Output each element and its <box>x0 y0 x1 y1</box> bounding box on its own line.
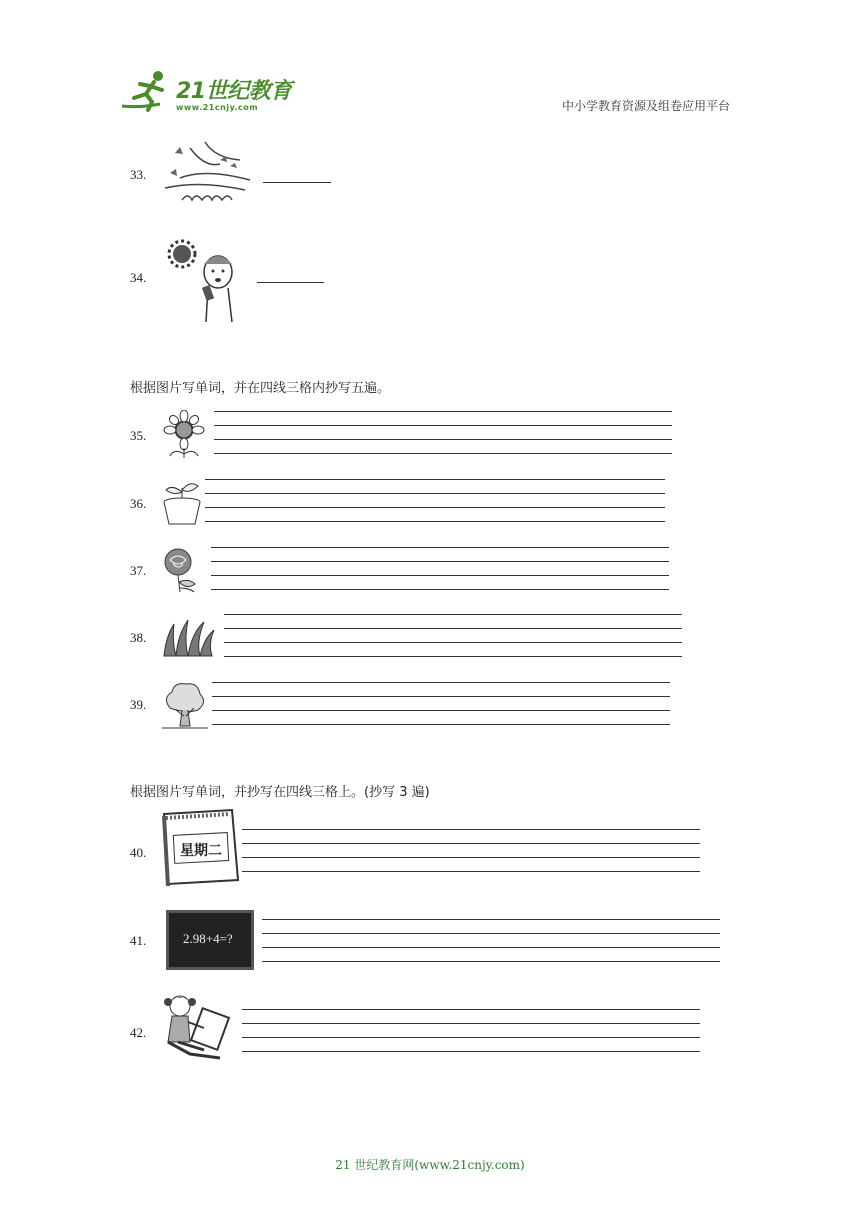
wind-leaves-icon <box>160 138 255 210</box>
page-footer: 21 世纪教育网(www.21cnjy.com) <box>335 1158 525 1172</box>
question-number: 39. <box>130 697 147 712</box>
four-line-grid[interactable] <box>262 919 720 975</box>
four-line-grid[interactable] <box>214 411 672 467</box>
platform-name: 中小学教育资源及组卷应用平台 <box>561 99 730 113</box>
calendar-icon <box>160 806 240 888</box>
section-instruction: 根据图片写单词，并在四线三格内抄写五遍。 <box>130 381 391 396</box>
rose-icon <box>160 546 206 594</box>
four-line-grid[interactable] <box>224 614 682 670</box>
question-number: 34. <box>130 270 147 285</box>
question-number: 33. <box>130 167 147 182</box>
question-number: 37. <box>130 563 147 578</box>
runner-logo-icon <box>120 68 180 116</box>
question-number: 36. <box>130 496 147 511</box>
logo-text: 21世纪教育 <box>176 79 292 104</box>
sprout-pot-icon <box>160 478 204 528</box>
four-line-grid[interactable] <box>242 829 700 885</box>
question-number: 38. <box>130 630 147 645</box>
blackboard-icon <box>166 910 254 970</box>
answer-blank[interactable] <box>263 182 331 183</box>
sunflower-icon <box>160 410 210 460</box>
four-line-grid[interactable] <box>211 547 669 603</box>
question-number: 35. <box>130 428 147 443</box>
tree-icon <box>160 680 210 730</box>
four-line-grid[interactable] <box>212 682 670 738</box>
question-number: 42. <box>130 1025 147 1040</box>
section-instruction: 根据图片写单词，并抄写在四线三格上。(抄写 3 遍) <box>130 785 430 800</box>
grass-icon <box>160 616 218 660</box>
girl-drawing-icon <box>160 992 238 1064</box>
four-line-grid[interactable] <box>205 479 665 535</box>
calendar-day-text: 星期二 <box>180 843 222 859</box>
logo-url: www.21cnjy.com <box>176 103 259 112</box>
blackboard-equation: 2.98+4=? <box>183 931 233 946</box>
sun-hot-boy-icon <box>162 234 242 326</box>
answer-blank[interactable] <box>257 282 324 283</box>
question-number: 40. <box>130 845 147 860</box>
question-number: 41. <box>130 933 147 948</box>
four-line-grid[interactable] <box>242 1009 700 1065</box>
